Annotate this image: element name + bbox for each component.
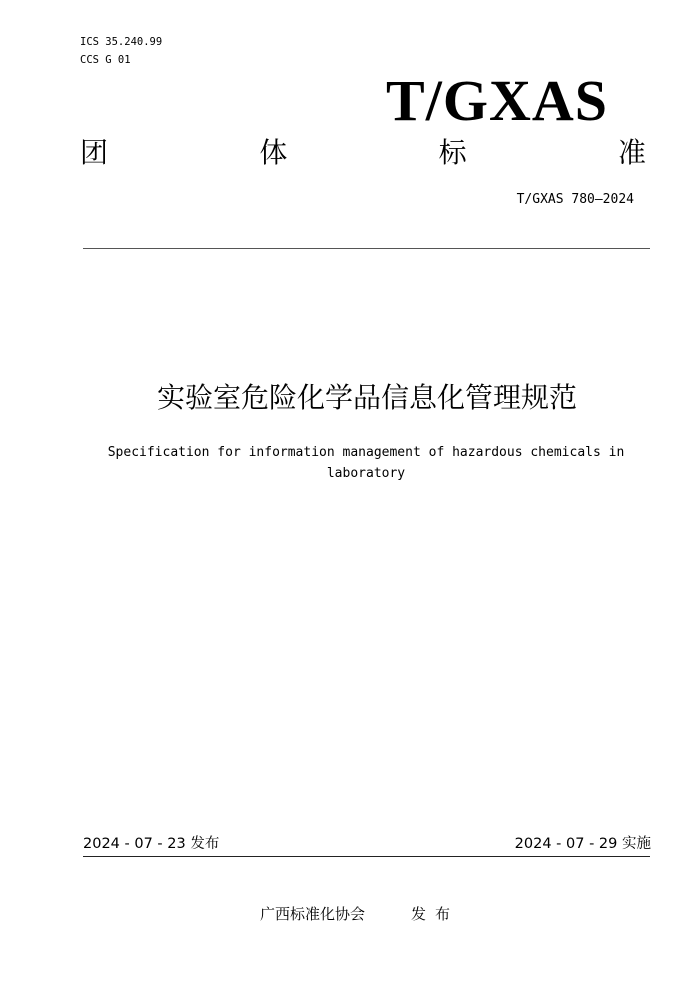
standard-code: T/GXAS 780—2024	[516, 192, 634, 207]
header-divider	[83, 248, 650, 249]
document-title-english-line-2: laboratory	[326, 466, 406, 481]
publish-label: 发布	[411, 905, 460, 923]
document-title-english	[88, 442, 644, 484]
document-title-chinese: 实验室危险化学品信息化管理规范	[156, 381, 577, 414]
publish-date: 2024 - 07 - 23 发布	[83, 836, 220, 852]
implement-date: 2024 - 07 - 29 实施	[514, 836, 651, 852]
document-title-english-line-1: Specification for information management of hazardous chemicals in	[107, 445, 625, 460]
ics-code: ICS 35.240.99	[80, 36, 163, 48]
standard-brand-logo: T/GXAS	[386, 68, 608, 133]
publisher-name: 广西标准化协会	[260, 905, 366, 923]
footer-divider	[83, 856, 650, 857]
group-standard-char-1: 团	[80, 136, 109, 169]
ccs-code: CCS G 01	[80, 54, 131, 66]
group-standard-heading	[80, 134, 646, 172]
group-standard-char-3: 标	[438, 136, 467, 169]
group-standard-char-4: 准	[617, 136, 646, 169]
group-standard-char-2: 体	[259, 136, 288, 169]
